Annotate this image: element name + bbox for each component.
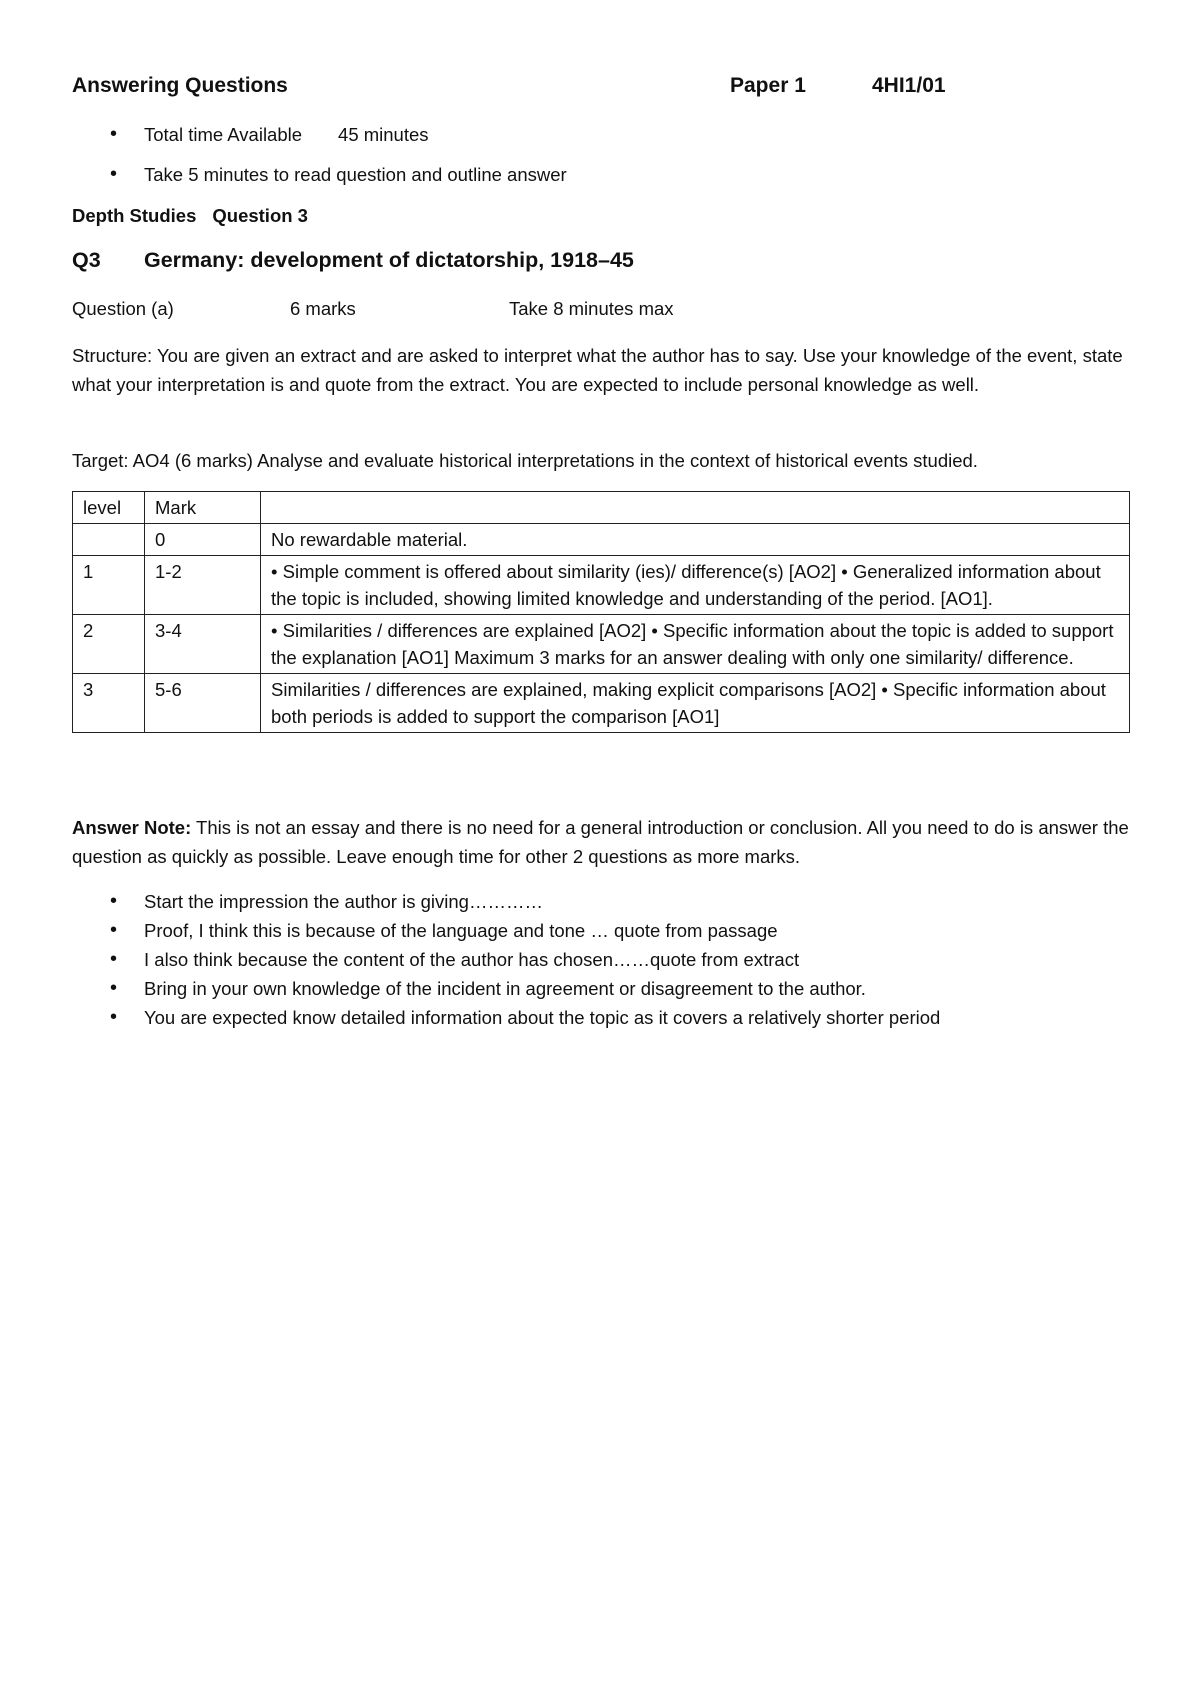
mark-cell: 1-2 — [145, 556, 261, 615]
answer-note — [72, 813, 1140, 871]
list-item: • I also think because the content of the author has chosen……quote from extract — [72, 949, 940, 978]
table-row — [73, 674, 1130, 733]
paper-label: Paper 1 — [730, 74, 806, 97]
answer-note-label: Answer Note: — [72, 817, 192, 838]
question-a-label: Question (a) — [72, 298, 174, 319]
list-item: • Proof, I think this is because of the language and tone … quote from passage — [72, 920, 940, 949]
mark-cell: 0 — [145, 524, 261, 556]
structure-paragraph: Structure: You are given an extract and are asked to interpret what the author has to say. Use your knowledge of the event, state what your interpretation is and quote from the extract. You are expected to include personal knowledge as well. — [72, 345, 1123, 395]
list-item: • Bring in your own knowledge of the incident in agreement or disagreement to the author. — [72, 978, 940, 1007]
document-title: Answering Questions — [72, 74, 288, 97]
table-row — [73, 556, 1130, 615]
column-header: Mark — [145, 492, 261, 524]
table-row — [73, 524, 1130, 556]
description-cell: No rewardable material. — [261, 524, 1130, 556]
tips-bullet-list — [72, 891, 940, 1036]
section-heading — [72, 205, 308, 227]
reading-tip: Take 5 minutes to read question and outline answer — [144, 164, 567, 185]
intro-bullet-list — [72, 124, 567, 204]
question-number: Q3 — [72, 248, 101, 272]
level-cell: 1 — [73, 556, 145, 615]
level-cell — [73, 524, 145, 556]
question-a-time: Take 8 minutes max — [509, 298, 674, 319]
column-header — [261, 492, 1130, 524]
time-label: Total time Available — [144, 124, 303, 145]
description-cell: • Similarities / differences are explained [AO2] • Specific information about the topic is added to support the explanation [AO1] Maximum 3 marks for an answer dealing with only one similarity/ difference. — [261, 615, 1130, 674]
table-header-row — [73, 492, 1130, 524]
description-cell: • Simple comment is offered about similarity (ies)/ difference(s) [AO2] • Generalized information about the topic is included, showing limited knowledge and understanding of the period. [AO1]. — [261, 556, 1130, 615]
paper-code: 4HI1/01 — [872, 74, 946, 97]
list-item: • You are expected know detailed information about the topic as it covers a relatively shorter period — [72, 1007, 940, 1036]
column-header: level — [73, 492, 145, 524]
answer-note-text: This is not an essay and there is no need for a general introduction or conclusion. All you need to do is answer the question as quickly as possible. Leave enough time for other 2 questions as more marks. — [72, 817, 1129, 867]
table-row — [73, 615, 1130, 674]
mark-cell: 5-6 — [145, 674, 261, 733]
mark-cell: 3-4 — [145, 615, 261, 674]
list-item — [72, 164, 567, 204]
list-item: • Start the impression the author is giving………… — [72, 891, 940, 920]
target-paragraph: Target: AO4 (6 marks) Analyse and evaluate historical interpretations in the context of historical events studied. — [72, 450, 978, 471]
level-cell: 3 — [73, 674, 145, 733]
question-topic: Germany: development of dictatorship, 1918–45 — [144, 248, 634, 272]
level-cell: 2 — [73, 615, 145, 674]
list-item — [72, 124, 567, 164]
description-cell: Similarities / differences are explained, making explicit comparisons [AO2] • Specific information about both periods is added to support the comparison [AO1] — [261, 674, 1130, 733]
mark-scheme-table — [72, 491, 1130, 733]
question-a-marks: 6 marks — [290, 298, 356, 319]
question-label: Question 3 — [212, 205, 308, 226]
depth-studies-label: Depth Studies — [72, 205, 197, 226]
time-value: 45 minutes — [338, 124, 429, 145]
